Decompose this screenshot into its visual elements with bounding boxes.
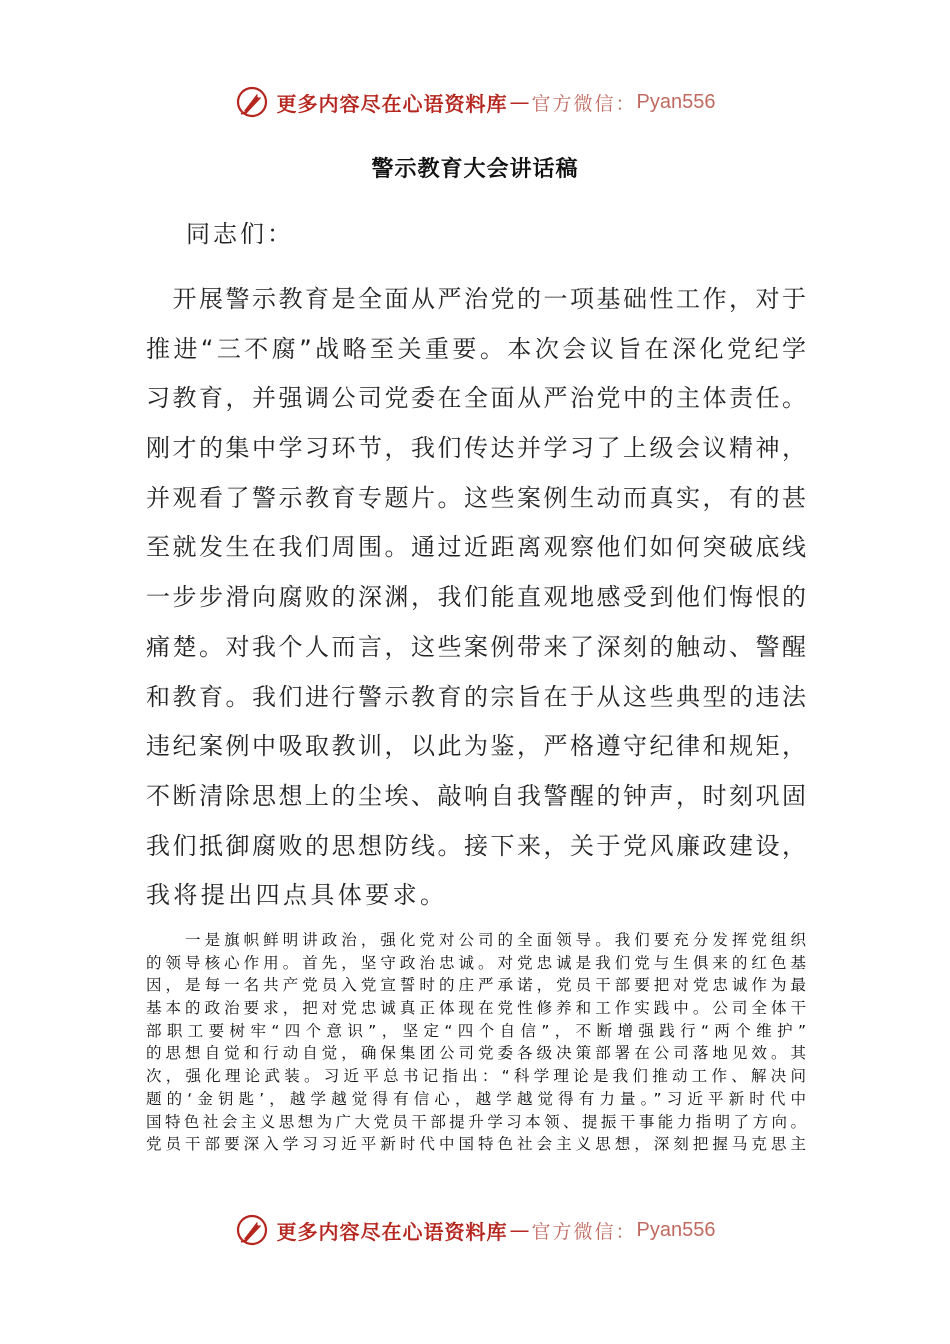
intro-line: 和教育。我们进行警示教育的宗旨在于从这些典型的违法 <box>146 682 806 711</box>
intro-line: 我们抵御腐败的思想防线。接下来，关于党风廉政建设， <box>146 831 806 860</box>
intro-line: 至就发生在我们周围。通过近距离观察他们如何突破底线 <box>146 533 806 562</box>
body-line: 的领导核心作用。首先，坚守政治忠诚。对党忠诚是我们党与生俱来的红色基 <box>146 953 806 972</box>
bottom-banner <box>0 1210 950 1250</box>
body-line: 题的‘金钥匙’，越学越觉得有信心，越学越觉得有力量。”习近平新时代中 <box>146 1089 806 1108</box>
banner-wechat-id: Pyan556 <box>636 90 716 113</box>
body-line: 次，强化理论武装。习近平总书记指出：“科学理论是我们推动工作、解决问 <box>146 1067 806 1086</box>
body-line: 党员干部要深入学习习近平新时代中国特色社会主义思想，深刻把握马克思主 <box>146 1135 806 1154</box>
intro-line: 我将提出四点具体要求。 <box>146 881 448 910</box>
pen-nib-logo-icon <box>235 1213 269 1247</box>
body-line: 国特色社会主义思想为广大党员干部提升学习本领、提振干事能力指明了方向。 <box>146 1112 806 1131</box>
body-line: 一是旗帜鲜明讲政治，强化党对公司的全面领导。我们要充分发挥党组织 <box>146 931 806 949</box>
intro-line: 并观看了警示教育专题片。这些案例生动而真实，有的甚 <box>146 483 806 512</box>
body-paragraph <box>146 929 806 1156</box>
banner-official-label: 官方微信： <box>531 92 637 115</box>
banner-wechat-id: Pyan556 <box>636 1218 716 1241</box>
body-line: 的思想自觉和行动自觉，确保集团公司党委各级决策部署在公司落地见效。其 <box>146 1044 806 1063</box>
intro-line: 习教育，并强调公司党委在全面从严治党中的主体责任。 <box>146 384 806 413</box>
intro-line: 推进“三不腐”战略至关重要。本次会议旨在深化党纪学 <box>146 334 806 363</box>
body-line: 部职工要树牢“四个意识”，坚定“四个自信”，不断增强践行“两个维护” <box>146 1021 806 1040</box>
pen-nib-logo-icon <box>235 85 269 119</box>
banner-brand-text: 更多内容尽在心语资料库 <box>276 1219 508 1244</box>
intro-line: 开展警示教育是全面从严治党的一项基础性工作，对于 <box>146 285 806 313</box>
body-line: 因，是每一名共产党员入党宣誓时的庄严承诺，党员干部要把对党忠诚作为最 <box>146 976 806 995</box>
intro-line: 痛楚。对我个人而言，这些案例带来了深刻的触动、警醒 <box>146 632 806 661</box>
intro-line: 不断清除思想上的尘埃、敲响自我警醒的钟声，时刻巩固 <box>146 781 806 810</box>
banner-brand-text: 更多内容尽在心语资料库 <box>276 91 508 116</box>
greeting: 同志们： <box>186 220 294 248</box>
document-title: 警示教育大会讲话稿 <box>371 157 579 182</box>
banner-dash: — <box>509 90 530 114</box>
body-line: 基本的政治要求，把对党忠诚真正体现在党性修养和工作实践中。公司全体干 <box>146 999 806 1018</box>
banner-dash: — <box>509 1218 530 1242</box>
intro-line: 违纪案例中吸取教训，以此为鉴，严格遵守纪律和规矩， <box>146 732 806 761</box>
intro-paragraph <box>146 275 806 921</box>
top-banner <box>0 82 950 122</box>
intro-line: 刚才的集中学习环节，我们传达并学习了上级会议精神， <box>146 434 806 463</box>
banner-official-label: 官方微信： <box>531 1220 637 1243</box>
intro-line: 一步步滑向腐败的深渊，我们能直观地感受到他们悔恨的 <box>146 583 806 612</box>
